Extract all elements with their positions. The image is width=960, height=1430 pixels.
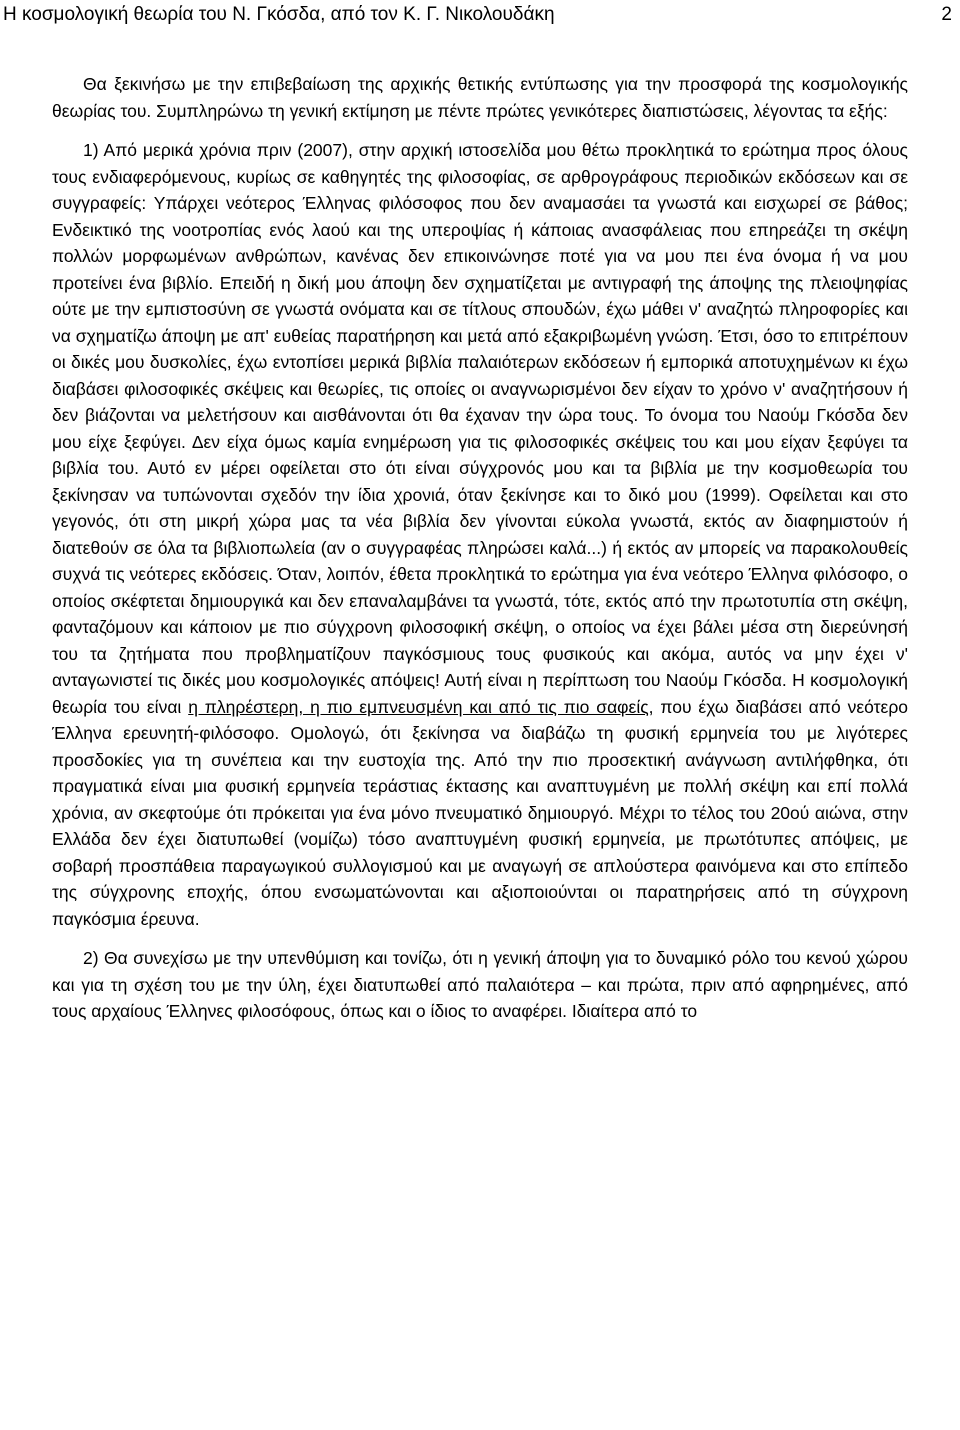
page-number: 2 xyxy=(941,4,952,25)
paragraph-1-marker: 1) xyxy=(83,140,99,160)
paragraph-2 xyxy=(52,945,908,1025)
page-header xyxy=(3,0,952,42)
intro-paragraph: Θα ξεκινήσω με την επιβεβαίωση της αρχικής θετικής εντύπωσης για την προσφορά της κοσμολογικής θεωρίας του. Συμπληρώνω τη γενική εκτίμηση με πέντε πρώτες γενικότερες διαπιστώσεις, λέγοντας τα εξής: xyxy=(52,74,908,121)
header-title: Η κοσμολογική θεωρία του Ν. Γκόσδα, από τον Κ. Γ. Νικολουδάκη xyxy=(3,4,555,25)
paragraph-2-text: Θα συνεχίσω με την υπενθύμιση και τονίζω, ότι η γενική άποψη για το δυναμικό ρόλο του κενού χώρου και για τη σχέση του με την ύλη, έχει διατυπωθεί από παλαιότερα – και πρώτα, πριν από αφηρημένες, από τους αρχαίους Έλληνες φιλοσόφους, όπως και ο ίδιος το αναφέρει. Ιδιαίτερα από το xyxy=(52,948,908,1021)
paragraph-1-text-b: που έχω διαβάσει από νεότερο Έλληνα ερευνητή-φιλόσοφο. Ομολογώ, ότι ξεκίνησα να διαβάζω τη φυσική ερμηνεία του με λιγότερες προσδοκίες για τη συνέπεια και την ευστοχία της. Από την πιο προσεκτική ανάγνωση αντιλήφθηκα, ότι πραγματικά είναι μια φυσική ερμηνεία τεράστιας έκτασης και αναπτυγμένη με πολλή σκέψη και επί πολλά χρόνια, αν σκεφτούμε ότι πρόκειται για ένα μόνο πνευματικό δημιουργό. Μέχρι το τέλος του 20ού αιώνα, στην Ελλάδα δεν έχει διατυπωθεί (νομίζω) τόσο αναπτυγμένη φυσική ερμηνεία, με πρωτότυπες απόψεις, με σοβαρή προσπάθεια παραγωγικού συλλογισμού και με αναγωγή σε απλούστερα φαινόμενα και στο επίπεδο της σύγχρονης εποχής, όπου ενσωματώνονται και αξιοποιούνται οι παρατηρήσεις από τη σύγχρονη παγκόσμια έρευνα. xyxy=(52,696,909,929)
paragraph-1-text-a: Από μερικά χρόνια πριν (2007), στην αρχική ιστοσελίδα μου θέτω προκλητικά το ερώτημα προς όλους τους ενδιαφερόμενους, κυρίως σε καθηγητές της φιλοσοφίας, σε αρθρογράφους περιοδικών εκδόσεων και σε συγγραφείς: Υπάρχει νεότερος Έλληνας φιλόσοφος που δεν αναμασάει τα γνωστά και εισχωρεί σε βάθος; Ενδεικτικό της νοοτροπίας ενός λαού και της υπεροψίας ή κάποιας ανασφάλειας που επηρεάζει τη σκέψη πολλών μορφωμένων ανθρώπων, κανένας δεν επικοινώνησε ποτέ για να μου πει ένα όνομα ή να μου προτείνει ένα βιβλίο. Επειδή η δική μου άποψη δεν σχηματίζεται με αντιγραφή της άποψης της πλειοψηφίας ούτε με την εμπιστοσύνη σε γνωστά ονόματα και σε τίτλους σπουδών, έχω μάθει ν' αναζητώ πληροφορίες και να σχηματίζω άποψη με απ' ευθείας παρατήρηση και μετά από εξακριβωμένη γνώση. Έτσι, όσο το επιτρέπουν οι δικές μου δυσκολίες, έχω εντοπίσει μερικά βιβλία παλαιότερων εκδόσεων ή εμπορικά αποτυχημένων κι έχω διαβάσει φιλοσοφικές σκέψεις και θεωρίες, τις οποίες οι αναγνωρισμένοι δεν είχαν το χρόνο ν' αναζητήσουν ή δεν βιάζονται να μελετήσουν και αισθάνονται ότι θα έχαναν την ώρα τους. Το όνομα του Ναούμ Γκόσδα δεν μου είχε ξεφύγει. Δεν είχα όμως καμία ενημέρωση για τις φιλοσοφικές σκέψεις του και μου είχαν ξεφύγει τα βιβλία του. Αυτό εν μέρει οφείλεται στο ότι είναι σύγχρονός μου και τα βιβλία με την κοσμοθεωρία του ξεκίνησαν να τυπώνονται σχεδόν την ίδια χρονιά, όταν ξεκίνησε και το δικό μου (1999). Οφείλεται και στο γεγονός, ότι στη μικρή χώρα μας τα νέα βιβλία δεν γίνονται εύκολα γνωστά, εκτός αν διαφημιστούν ή διατεθούν σε όλα τα βιβλιοπωλεία (αν ο συγγραφέας πληρώσει καλά...) ή εκτός αν μπορείς να παρακολουθείς συχνά τις νεότερες εκδόσεις. Όταν, λοιπόν, έθετα προκλητικά το ερώτημα για ένα νεότερο Έλληνα φιλόσοφο, ο οποίος σκέφτεται δημιουργικά και δεν επαναλαμβάνει τα γνωστά, τότε, εκτός από την πρωτοτυπία στη σκέψη, φανταζόμουν και κάποιον με πιο σύγχρονη φιλοσοφική σκέψη, ο οποίος να έχει βάλει μέσα στη διερεύνησή του τα ζητήματα που προβληματίζουν παγκόσμιους τους φυσικούς και ακόμα, αυτός να μην έχει ν' ανταγωνιστεί τις δικές μου κοσμολογικές απόψεις! Αυτή είναι η περίπτωση του Ναούμ Γκόσδα. Η κοσμολογική θεωρία του είναι xyxy=(52,140,908,717)
paragraph-1 xyxy=(52,137,908,932)
body-text xyxy=(52,71,908,1025)
paragraph-2-marker: 2) xyxy=(83,948,99,968)
underlined-phrase: η πληρέστερη, η πιο εμπνευσμένη και από τις πιο σαφείς, xyxy=(188,696,654,717)
